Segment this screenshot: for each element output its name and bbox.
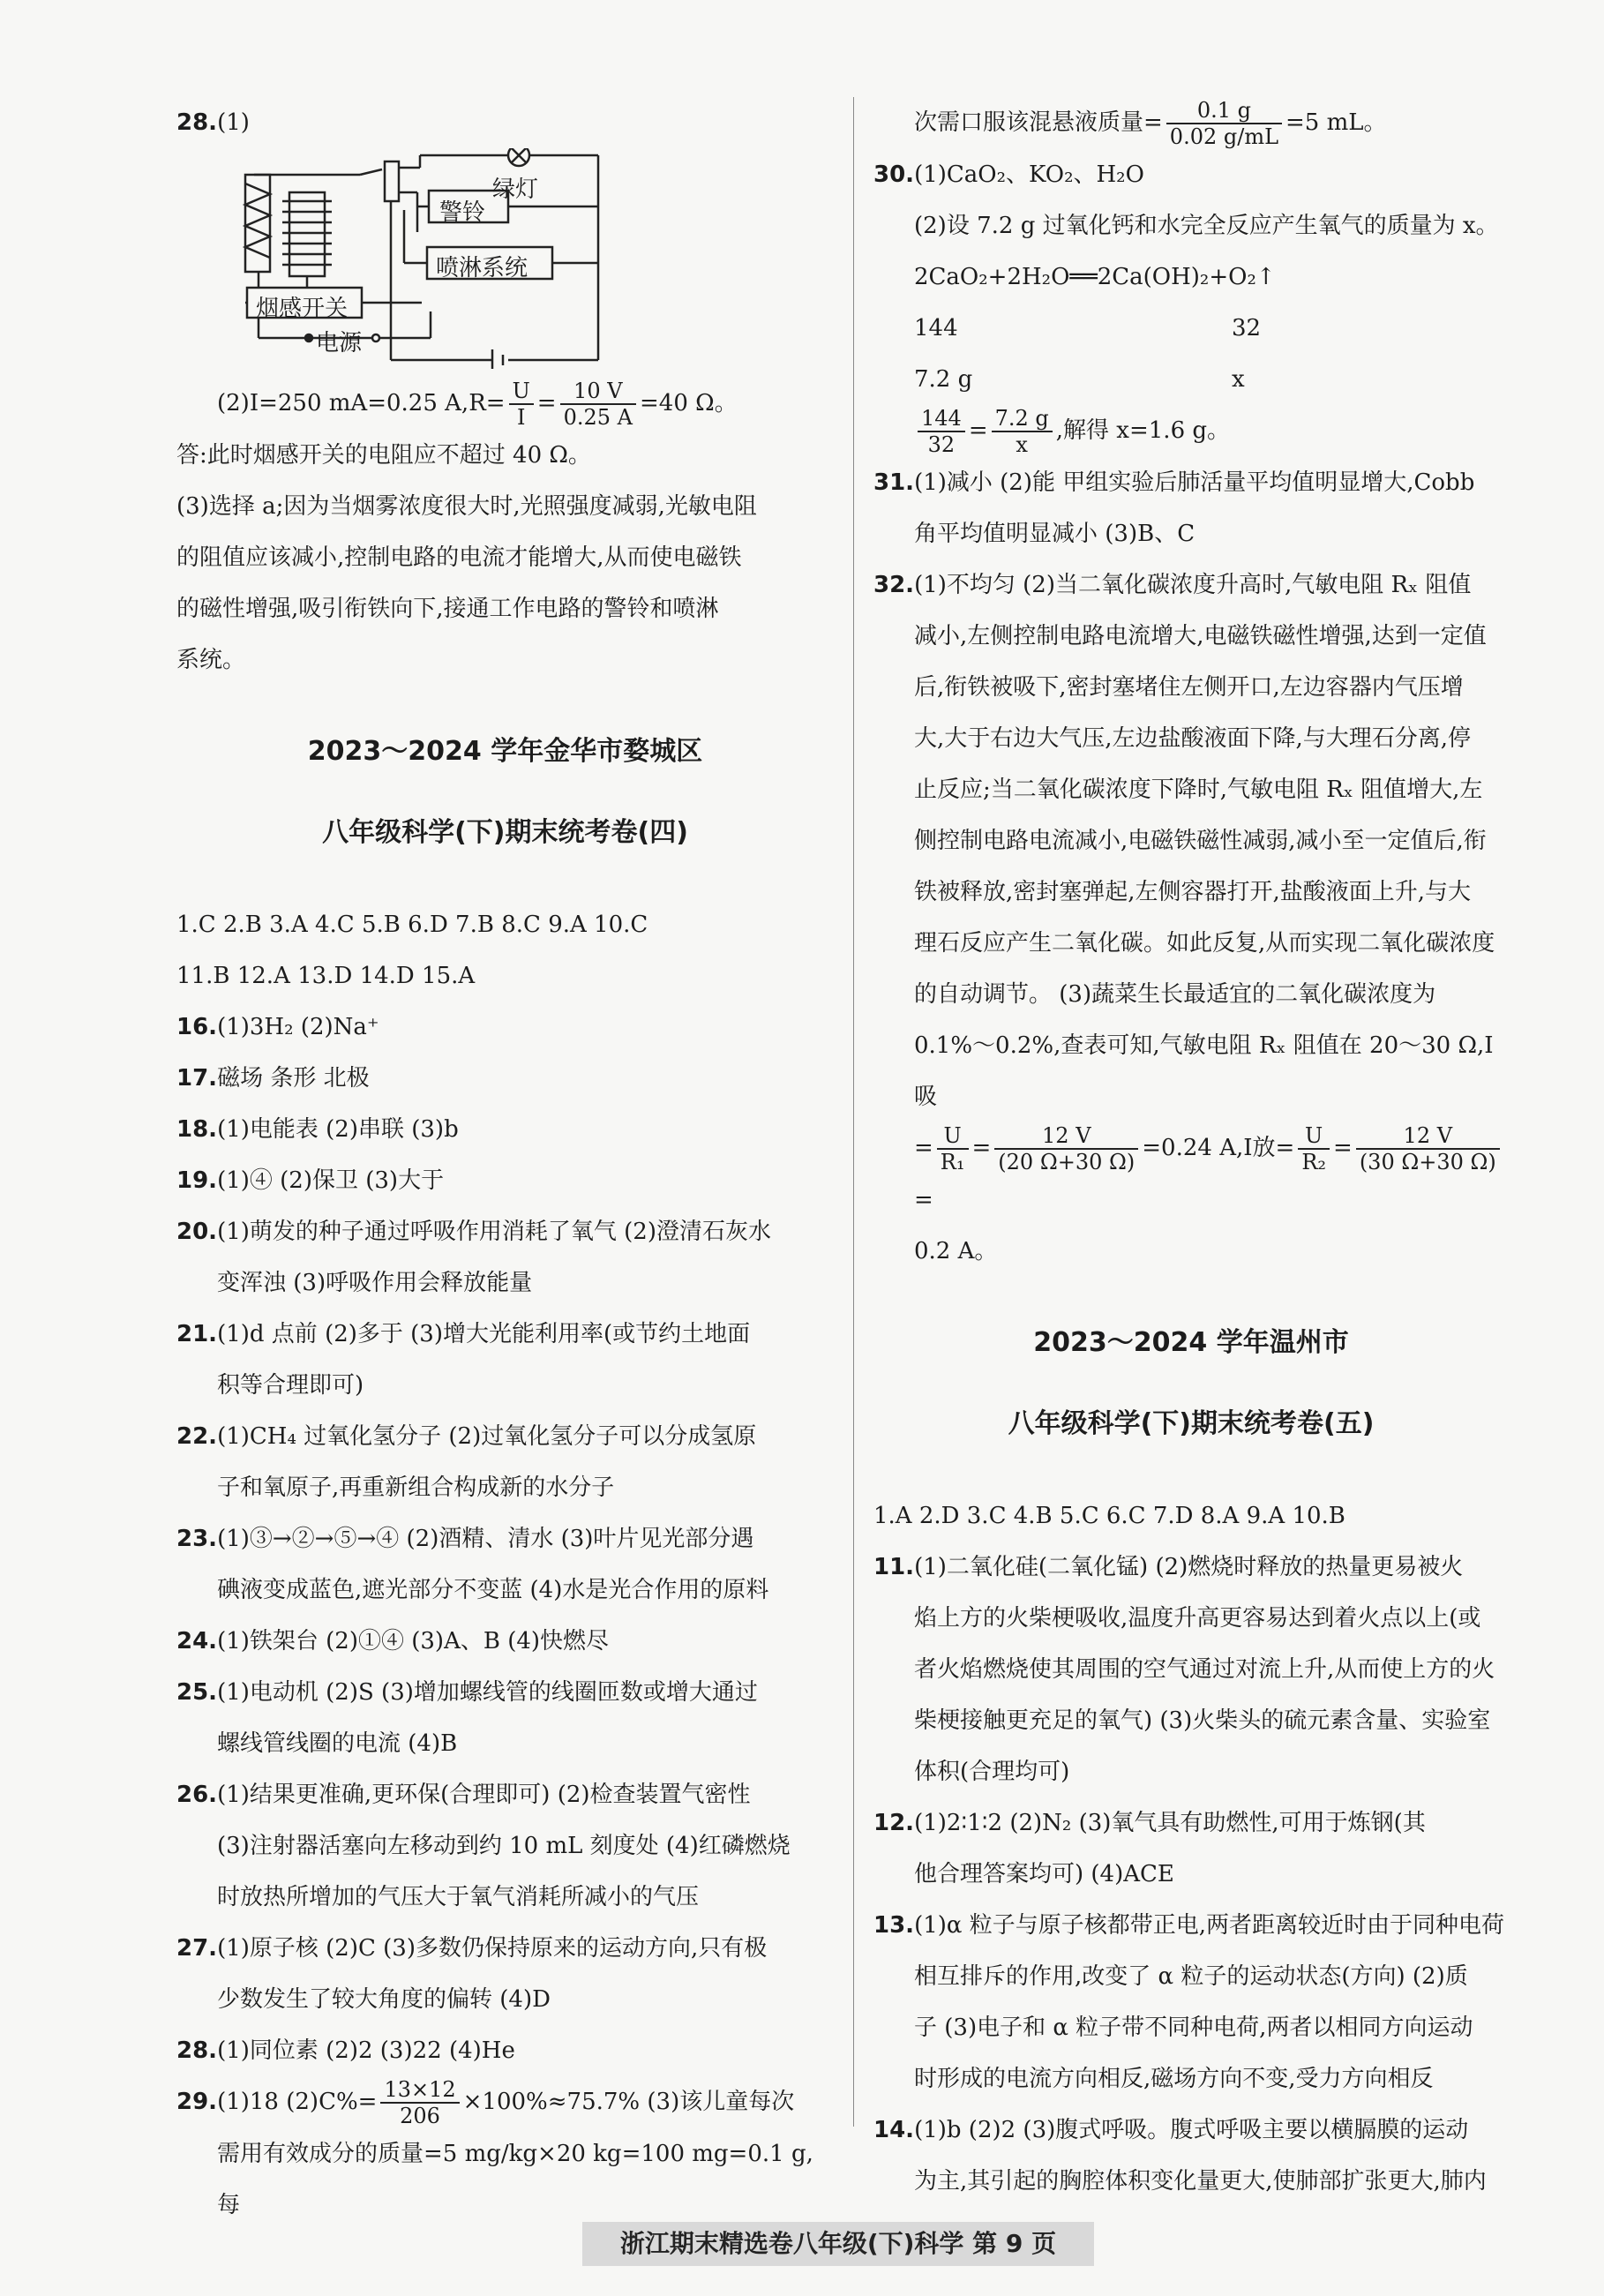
q11-line1: 焰上方的火柴梗吸收,温度升高更容易达到着火点以上(或 (914, 1605, 1481, 1632)
q11-line4: 体积(合理均可) (914, 1759, 1070, 1785)
q22: 22.(1)CH₄ 过氧化氢分子 (2)过氧化氢分子可以分成氢原 (176, 1423, 757, 1450)
q32-line9: 0.1%～0.2%,查表可知,气敏电阻 Rₓ 阻值在 20～30 Ω,I吸 (914, 1032, 1494, 1110)
q13-line1: 相互排斥的作用,改变了 α 粒子的运动状态(方向) (2)质 (914, 1963, 1468, 1990)
smoke-switch-label: 烟感开关 (256, 296, 349, 322)
q11-line3: 柴梗接触更充足的氧气) (3)火柴头的硫元素含量、实验室 (914, 1707, 1491, 1734)
q31: 31.(1)减小 (2)能 甲组实验后肺活量平均值明显增大,Cobb (873, 469, 1475, 496)
q32-line3: 大,大于右边大气压,左边盐酸液面下降,与大理石分离,停 (914, 725, 1472, 752)
q28-part3-line1: (3)选择 a;因为当烟雾浓度很大时,光照强度减弱,光敏电阻 (176, 493, 757, 520)
lamp-label: 绿灯 (492, 176, 539, 203)
q12-cont: 他合理答案均可) (4)ACE (914, 1861, 1174, 1887)
q13: 13.(1)α 粒子与原子核都带正电,两者距离较近时由于同种电荷 (873, 1912, 1504, 1939)
q32-line8: 的自动调节。 (3)蔬菜生长最适宜的二氧化碳浓度为 (914, 981, 1436, 1008)
sprinkler-label: 喷淋系统 (436, 255, 528, 281)
section4-title-line1: 2023～2024 学年金华市婺城区 (307, 736, 703, 767)
q32: 32.(1)不均匀 (2)当二氧化碳浓度升高时,气敏电阻 Rₓ 阻值 (873, 572, 1472, 598)
section5-title-line1: 2023～2024 学年温州市 (1033, 1327, 1349, 1358)
q28-answer: 答:此时烟感开关的电阻应不超过 40 Ω。 (176, 442, 591, 469)
terminal-circle (372, 334, 379, 341)
q30: 30.(1)CaO₂、KO₂、H₂O (873, 161, 1144, 188)
q23: 23.(1)③→②→⑤→④ (2)酒精、清水 (3)叶片见光部分遇 (176, 1526, 754, 1552)
q26-cont2: 时放热所增加的气压大于氧气消耗所减小的气压 (217, 1884, 700, 1910)
q25-cont: 螺线管线圈的电流 (4)B (217, 1730, 458, 1757)
q13-line2: 子 (3)电子和 α 粒子带不同种电荷,两者以相同方向运动 (914, 2015, 1473, 2041)
coil-icon (282, 201, 332, 265)
q30-solve: $\frac{144}{32}$ = $\frac{7.2 g}{x}$ ,解得 x=1.6 g。 (873, 405, 1509, 457)
q29: 29.(1)18 (2)C%= $\frac{13\times 12}{206}$ ×100%≈75.7% (3)该儿童每次 (176, 2077, 795, 2128)
q12: 12.(1)2∶1∶2 (2)N₂ (3)氧气具有助燃性,可用于炼钢(其 (873, 1810, 1426, 1836)
q30-equation: 2CaO₂+2H₂O══2Ca(OH)₂+O₂↑ (914, 264, 1276, 290)
q11-line2: 者火焰燃烧使其周围的空气通过对流上升,从而使上方的火 (914, 1656, 1495, 1683)
q28b: 28.(1)同位素 (2)2 (3)22 (4)He (176, 2037, 515, 2064)
q23-cont: 碘液变成蓝色,遮光部分不变蓝 (4)水是光合作用的原料 (217, 1577, 769, 1603)
q27-cont: 少数发生了较大角度的偏转 (4)D (217, 1986, 551, 2013)
q28-part3-line3: 的磁性增强,吸引衔铁向下,接通工作电路的警铃和喷淋 (176, 596, 719, 622)
q28-header: 28.(1) (176, 109, 250, 136)
q28-part2: (2)I=250 mA=0.25 A,R= $\frac{U}{I}$ = $\frac{10 V}{0.25 A}$ =40 Ω。 (217, 379, 738, 430)
q20: 20.(1)萌发的种子通过呼吸作用消耗了氧气 (2)澄清石灰水 (176, 1219, 771, 1245)
q32-line4: 止反应;当二氧化碳浓度下降时,气敏电阻 Rₓ 阻值增大,左 (914, 777, 1483, 803)
left-column (176, 97, 834, 2231)
circuit-svg (228, 148, 607, 369)
q32-line1: 减小,左侧控制电路电流增大,电磁铁磁性增强,达到一定值 (914, 623, 1487, 649)
q31-cont: 角平均值明显减小 (3)B、C (914, 521, 1196, 547)
q17: 17.磁场 条形 北极 (176, 1065, 370, 1092)
q29-cont-right: 次需口服该混悬液质量= $\frac{0.1 g}{0.02 g/mL}$ =5 mL。 (914, 98, 1387, 149)
q14: 14.(1)b (2)2 (3)腹式呼吸。腹式呼吸主要以横膈膜的运动 (873, 2117, 1469, 2143)
bell-label: 警铃 (439, 199, 486, 226)
circuit-diagram (228, 148, 607, 369)
section4-title-line2: 八年级科学(下)期末统考卷(四) (322, 817, 688, 848)
q11: 11.(1)二氧化硅(二氧化锰) (2)燃烧时释放的热量更易被火 (873, 1554, 1464, 1580)
q16: 16.(1)3H₂ (2)Na⁺ (176, 1014, 379, 1040)
q32-line2: 后,衔铁被吸下,密封塞堵住左侧开口,左边容器内气压增 (914, 674, 1464, 701)
q19: 19.(1)④ (2)保卫 (3)大于 (176, 1167, 445, 1194)
q32-line5: 侧控制电路电流减小,电磁铁磁性减弱,减小至一定值后,衔 (914, 828, 1487, 854)
q26: 26.(1)结果更准确,更环保(合理即可) (2)检查装置气密性 (176, 1782, 751, 1808)
terminal-dot (305, 334, 312, 341)
q30-ratio-row1: 144 32 (914, 315, 1262, 341)
q24: 24.(1)铁架台 (2)①④ (3)A、B (4)快燃尽 (176, 1628, 610, 1654)
s4-answers-1-10: 1.C 2.B 3.A 4.C 5.B 6.D 7.B 8.C 9.A 10.C (176, 912, 648, 938)
q29-cont: 需用有效成分的质量=5 mg/kg×20 kg=100 mg=0.1 g,每 (217, 2141, 813, 2218)
spring-icon (245, 184, 270, 258)
right-column (873, 97, 1509, 2207)
q30-ratio-row2: 7.2 g x (914, 366, 1245, 393)
s5-answers-1-10: 1.A 2.D 3.C 4.B 5.C 6.C 7.D 8.A 9.A 10.B (873, 1503, 1345, 1529)
q21: 21.(1)d 点前 (2)多于 (3)增大光能利用率(或节约土地面 (176, 1321, 751, 1347)
q32-end: 0.2 A。 (914, 1238, 998, 1264)
q18: 18.(1)电能表 (2)串联 (3)b (176, 1116, 459, 1143)
q22-cont: 子和氧原子,再重新组合构成新的水分子 (217, 1474, 615, 1501)
q13-line3: 时形成的电流方向相反,磁场方向不变,受力方向相反 (914, 2066, 1434, 2092)
q28-part3-line4: 系统。 (176, 647, 246, 673)
q26-cont: (3)注射器活塞向左移动到约 10 mL 刻度处 (4)红磷燃烧 (217, 1833, 791, 1859)
contact-switch (385, 161, 399, 201)
q32-line6: 铁被释放,密封塞弹起,左侧容器打开,盐酸液面上升,与大 (914, 879, 1472, 905)
q32-formula: = $\frac{U}{\text{R₁}}$ = $\frac{12 V}{(20 \Omega+30 \Omega)}$ =0.24 A,I放= $\frac{U}{\text{R₂}}$ = $\frac{12 V}{(30 \Omega+30 \Omega)}$ = (873, 1122, 1509, 1226)
s4-answers-11-15: 11.B 12.A 13.D 14.D 15.A (176, 963, 476, 989)
q27: 27.(1)原子核 (2)C (3)多数仍保持原来的运动方向,只有极 (176, 1935, 768, 1962)
q28-part3-line2: 的阻值应该减小,控制电路的电流才能增大,从而使电磁铁 (176, 544, 742, 571)
column-divider (853, 97, 854, 2127)
q21-cont: 积等合理即可) (217, 1372, 364, 1399)
q20-cont: 变浑浊 (3)呼吸作用会释放能量 (217, 1270, 533, 1296)
q25: 25.(1)电动机 (2)S (3)增加螺线管的线圈匝数或增大通过 (176, 1679, 758, 1706)
lamp-icon (508, 148, 529, 166)
power-label: 电源 (316, 330, 363, 356)
page-footer: 浙江期末精选卷八年级(下)科学 第 9 页 (582, 2222, 1094, 2266)
q14-cont: 为主,其引起的胸腔体积变化量更大,使肺部扩张更大,肺内 (914, 2168, 1487, 2195)
q30-part2: (2)设 7.2 g 过氧化钙和水完全反应产生氧气的质量为 x。 (914, 213, 1499, 239)
section5-title-line2: 八年级科学(下)期末统考卷(五) (1008, 1408, 1375, 1439)
q32-line7: 理石反应产生二氧化碳。如此反复,从而实现二氧化碳浓度 (914, 930, 1495, 957)
